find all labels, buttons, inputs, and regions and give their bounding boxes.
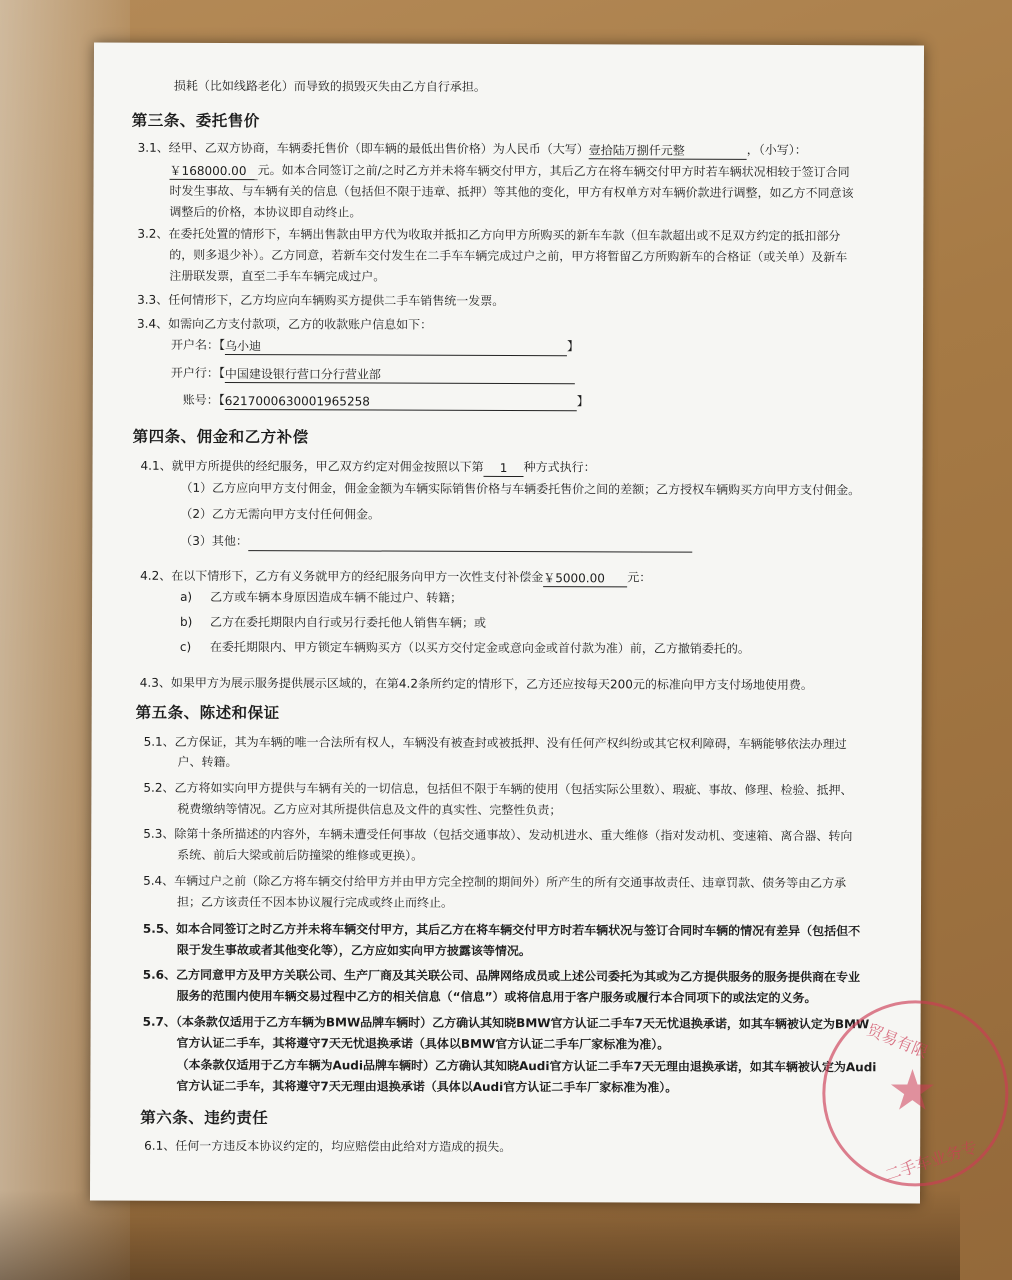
clause-text: 任何情形下，乙方均应向车辆购买方提供二手车销售统一发票。 <box>168 292 505 308</box>
clause-5-6-line2: 服务的范围内使用车辆交易过程中乙方的相关信息（“信息”）或将信息用于客户服务或履行本合同项下的或法定的义务。 <box>176 988 817 1006</box>
clause-3-1-line4: 调整后的价格，本协议即自动终止。 <box>169 204 362 220</box>
clause-number: 3.1、 <box>137 140 169 155</box>
option-3-label: （3）其他： <box>180 533 248 549</box>
option-choice: 1 <box>499 460 508 476</box>
desk-shadow <box>0 1190 960 1280</box>
bank-row <box>171 364 575 384</box>
clause-5-7-line4: 官方认证二手车，其将遵守7天无理由退换承诺（具体以Audi官方认证二手车厂家标准为准）。 <box>176 1078 678 1095</box>
section-4-heading: 第四条、佣金和乙方补偿 <box>132 427 309 447</box>
clause-5-4-line2: 担；乙方该责任不因本协议履行完成或终止而终止。 <box>177 894 454 910</box>
condition-a <box>180 588 462 608</box>
clause-6-1 <box>144 1137 511 1157</box>
clause-number: 5.4、 <box>143 873 175 888</box>
clause-text: 乙方保证，其为车辆的唯一合法所有权人，车辆没有被查封或被抵押、没有任何产权纠纷或其它权利障碍，车辆能够依法办理过 <box>174 734 847 752</box>
bracket-left: 【 <box>218 365 225 381</box>
account-number-label: 账号： <box>182 392 219 407</box>
condition-text: 乙方在委托期限内自行或另行委托他人销售车辆；或 <box>209 614 487 630</box>
option-choice-field <box>484 461 524 477</box>
clause-5-7-line3: （本条款仅适用于乙方车辆为Audi品牌车辆时）乙方确认其知晓Audi官方认证二手车7天无理由退换承诺，如其车辆被认定为Audi <box>176 1057 877 1075</box>
clause-text: 种方式执行： <box>523 460 596 475</box>
amount-words: 壹拾陆万捌仟元整 <box>588 143 685 158</box>
clause-text: 如需向乙方支付款项，乙方的收款账户信息如下： <box>168 316 433 332</box>
clause-text: 乙方将如实向甲方提供与车辆有关的一切信息，包括但不限于车辆的使用（包括实际公里数）、瑕疵、事故、修理、检验、抵押、 <box>174 780 853 798</box>
section-3-heading: 第三条、委托售价 <box>131 111 260 131</box>
clause-5-6 <box>143 966 860 988</box>
clause-text: 在以下情形下，乙方有义务就甲方的经纪服务向甲方一次性支付补偿金 <box>171 568 544 585</box>
clause-text: 就甲方所提供的经纪服务，甲乙双方约定对佣金按照以下第 <box>171 458 484 474</box>
clause-text: ，（小写）： <box>746 142 807 158</box>
amount-words-field <box>589 143 747 160</box>
clause-number: 5.5、 <box>142 921 177 936</box>
clause-text: 元： <box>627 570 652 585</box>
clause-3-2 <box>137 225 840 246</box>
condition-label: b) <box>179 614 193 629</box>
account-number-field <box>225 394 577 411</box>
section-5-heading: 第五条、陈述和保证 <box>135 703 280 723</box>
other-field <box>248 535 692 553</box>
account-name-value: 乌小迪 <box>224 339 262 354</box>
condition-c <box>180 638 750 659</box>
option-2: （2）乙方无需向甲方支付任何佣金。 <box>180 506 381 522</box>
clause-number: 3.3、 <box>137 292 169 307</box>
document-body <box>90 43 980 1204</box>
clause-number: 3.4、 <box>137 316 169 331</box>
clause-5-3-line2: 系统、前后大梁或前后防撞梁的维修或更换）。 <box>177 847 424 863</box>
clause-5-2 <box>143 779 852 800</box>
clause-3-1-line2 <box>170 161 850 182</box>
clause-text: 如本合同签订之时乙方并未将车辆交付甲方，其后乙方在将车辆交付甲方时若车辆状况与签订合同时车辆的情况有差异（包括但不 <box>176 921 861 939</box>
amount-number: ￥168000.00 <box>169 163 247 179</box>
clause-4-3 <box>140 674 813 695</box>
clause-number: 5.1、 <box>143 734 175 749</box>
account-name-field <box>225 339 567 356</box>
clause-5-7-line2: 官方认证二手车，其将遵守7天无忧退换承诺（具体以BMW官方认证二手车厂家标准为准）。 <box>176 1035 670 1052</box>
clause-number: 5.3、 <box>143 826 175 841</box>
clause-3-1 <box>138 139 807 160</box>
clause-4-2 <box>140 567 651 588</box>
clause-5-5 <box>143 920 860 942</box>
clause-text: 车辆过户之前（除乙方将车辆交付给甲方并由甲方完全控制的期间外）所产生的所有交通事故责任、违章罚款、债务等由乙方承 <box>174 873 847 891</box>
clause-3-2-line3: 注册联发票，直至二手车车辆完成过户。 <box>169 268 386 284</box>
clause-5-5-line2: 限于发生事故或者其他变化等），乙方应如实向甲方披露该等情况。 <box>176 942 531 959</box>
seal-star-icon: ★ <box>887 1058 938 1124</box>
clause-3-1-line3: 时发生事故、与车辆有关的信息（包括但不限于违章、抵押）等其他的变化，甲方有权单方对车辆价款进行调整，如乙方不同意该 <box>169 183 854 201</box>
clause-3-2-line2: 的，则多退少补）。乙方同意，若新车交付发生在二手车车辆完成过户之前，甲方将暂留乙方所购新车的合格证（或关单）及新车 <box>169 247 848 265</box>
seal-text-top: 贸易有限 <box>864 1019 931 1062</box>
clause-5-3 <box>143 825 852 846</box>
clause-text: 乙方同意甲方及甲方关联公司、生产厂商及其关联公司、品牌网络成员或上述公司委托为其或为乙方提供服务的服务提供商在专业 <box>176 967 861 985</box>
clause-number: 5.2、 <box>143 780 175 795</box>
clause-text: 在委托处置的情形下，车辆出售款由甲方代为收取并抵扣乙方向甲方所购买的新车车款（但车款超出或不足双方约定的抵扣部分 <box>168 226 841 244</box>
bracket-left: 【 <box>218 337 226 353</box>
compensation-amount: ￥5000.00 <box>543 571 605 586</box>
clause-5-1 <box>144 733 847 754</box>
contract-page <box>90 43 980 1204</box>
clause-text: 任何一方违反本协议约定的，均应赔偿由此给对方造成的损失。 <box>175 1138 512 1155</box>
clause-text: 元。如本合同签订之前/之时乙方并未将车辆交付甲方，其后乙方在将车辆交付甲方时若车辆状况相较于签订合同 <box>257 163 850 180</box>
bank-label: 开户行： <box>170 365 219 380</box>
clause-text: （本条款仅适用于乙方车辆为BMW品牌车辆时）乙方确认其知晓BMW官方认证二手车7天无忧退换承诺，如其车辆被认定为BMW <box>175 1014 870 1032</box>
clause-number: 3.2、 <box>137 226 169 241</box>
clause-5-1-line2: 户、转籍。 <box>177 754 238 770</box>
clause-text: 经甲、乙双方协商，车辆委托售价（即车辆的最低出售价格）为人民币（大写） <box>168 140 589 157</box>
clause-number: 6.1、 <box>144 1138 176 1153</box>
condition-label: c) <box>179 639 192 654</box>
amount-number-field <box>170 164 258 180</box>
option-1: （1）乙方应向甲方支付佣金，佣金金额为车辆实际销售价格与车辆委托售价之间的差额；乙方授权车辆购买方向甲方支付佣金。 <box>180 480 861 498</box>
clause-4-1 <box>141 457 596 478</box>
clause-5-7 <box>143 1013 870 1035</box>
seal-text-bottom: 二手车业务专 <box>882 1137 980 1185</box>
condition-label: a) <box>180 589 193 604</box>
account-name-label: 开户名： <box>170 337 220 352</box>
clause-number: 4.3、 <box>139 675 171 690</box>
clause-number: 4.2、 <box>140 568 172 583</box>
condition-b <box>180 613 486 633</box>
account-number-row <box>183 391 589 411</box>
bracket-right: 】 <box>576 394 589 409</box>
condition-text: 乙方或车辆本身原因造成车辆不能过户、转籍； <box>210 589 463 605</box>
company-seal <box>822 1000 1009 1187</box>
section-6-heading: 第六条、违约责任 <box>140 1108 269 1128</box>
account-number-value: 6217000630001965258 <box>224 394 370 409</box>
option-3 <box>180 532 692 553</box>
clause-text: 如果甲方为展示服务提供展示区域的，在第4.2条所约定的情形下，乙方还应按每天200元的标准向甲方支付场地使用费。 <box>170 675 813 693</box>
bracket-right: 】 <box>566 339 580 354</box>
condition-text: 在委托期限内、甲方锁定车辆购买方（以买方交付定金或意向金或首付款为准）前，乙方撤销委托的。 <box>209 639 750 656</box>
bracket-left: 【 <box>218 392 225 408</box>
bank-value: 中国建设银行营口分行营业部 <box>224 367 381 382</box>
compensation-field <box>543 571 627 587</box>
clause-5-4 <box>143 872 846 893</box>
clause-text: 除第十条所描述的内容外，车辆未遭受任何事故（包括交通事故）、发动机进水、重大维修（指对发动机、变速箱、离合器、转向 <box>174 826 853 844</box>
clause-number: 4.1、 <box>140 458 172 473</box>
clause-number: 5.7、 <box>142 1014 176 1029</box>
bank-field <box>225 367 575 384</box>
clause-number: 5.6、 <box>142 967 177 982</box>
account-name-row <box>171 336 579 356</box>
clause-5-2-line2: 税费缴纳等情况。乙方应对其所提供信息及文件的真实性、完整性负责； <box>177 801 562 818</box>
intro-line: 损耗（比如线路老化）而导致的损毁灭失由乙方自行承担。 <box>173 78 486 94</box>
clause-3-3 <box>137 291 504 311</box>
clause-3-4 <box>137 315 432 335</box>
